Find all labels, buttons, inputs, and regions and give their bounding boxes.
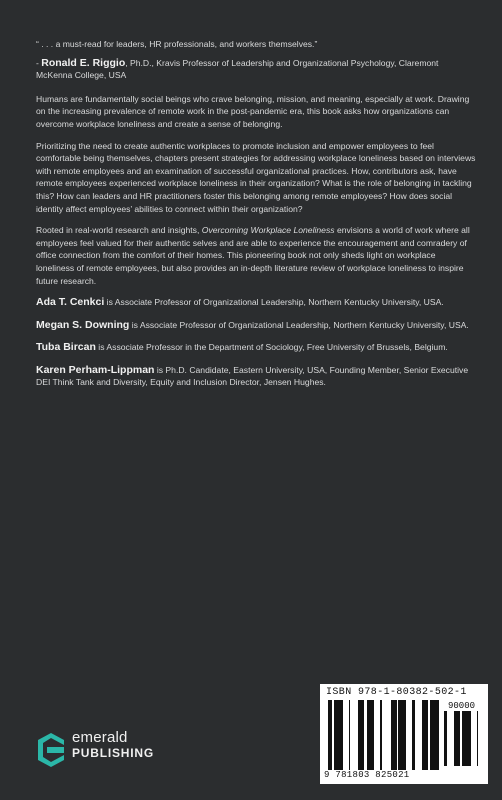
author-bio (36, 319, 476, 332)
blurb-paragraph-2: Prioritizing the need to create authentic workplaces to promote inclusion and empower employees to feel comfortable being themselves, chapters present strategies for addressing workplace loneliness based on interviews with remote employees and an examination of successful organizational practices. How, contributors ask, have remote employees experienced workplace loneliness in their organization? What is the role of belonging in tackling this? How can leaders and HR practitioners foster this belonging among remote employees? How does social identity affect employees’ abilities to connect within their organization? (36, 140, 476, 214)
publisher-logo (36, 730, 196, 770)
author-name: Megan S. Downing (36, 318, 130, 331)
ean-digits: 9 781803 825021 (324, 770, 410, 780)
addon-barcode-icon (444, 711, 482, 766)
emerald-logo-icon (36, 732, 66, 768)
author-name: Ada T. Cenkci (36, 296, 105, 309)
endorsement-attribution (36, 57, 476, 82)
blurb-paragraph-3 (36, 224, 476, 287)
blurb-text: Rooted in real-world research and insights, (36, 225, 202, 236)
author-name: Tuba Bircan (36, 341, 96, 354)
endorser-affiliation: , Ph.D., Kravis Professor of Leadership and Organizational Psychology, Claremont McKenna College, USA (36, 57, 439, 81)
blurb-text: envisions a world of work where all employees feel valued for their authentic selves and are able to experience the encouragement and comradery of office connection from the comfort of their homes. This pioneering book not only sheds light on workplace loneliness of remote employees, but also provides an in-depth literature review of workplace loneliness to inspire future research. (36, 225, 470, 286)
author-bio (36, 296, 476, 309)
publisher-name (72, 730, 154, 760)
author-name: Karen Perham-Lippman (36, 363, 155, 376)
author-bio (36, 341, 476, 354)
isbn-label: ISBN 978-1-80382-502-1 (326, 687, 467, 698)
ean-barcode-icon (328, 700, 440, 770)
author-description: is Associate Professor of Organizational Leadership, Northern Kentucky University, USA. (129, 319, 469, 330)
author-bio (36, 364, 476, 389)
endorser-name: Ronald E. Riggio (41, 56, 126, 69)
author-description: is Associate Professor of Organizational Leadership, Northern Kentucky University, USA. (104, 297, 444, 308)
barcode-panel (320, 684, 488, 784)
endorsement-quote: “ . . . a must-read for leaders, HR professionals, and workers themselves.” (36, 39, 318, 49)
book-title: Overcoming Workplace Loneliness (201, 225, 335, 236)
attribution-dash: - (36, 57, 42, 68)
price-code: 90000 (448, 701, 476, 711)
publisher-line-2: PUBLISHING (72, 746, 155, 760)
publisher-line-1: emerald (72, 729, 128, 746)
author-description: is Associate Professor in the Department of Sociology, Free University of Brussels, Belgium. (95, 342, 448, 353)
author-description: is Ph.D. Candidate, Eastern University, USA, Founding Member, Senior Executive DEI Think Tank and Diversity, Equity and Inclusion Director, Jensen Hughes. (36, 364, 469, 388)
back-cover-text (36, 38, 476, 399)
blurb-paragraph-1: Humans are fundamentally social beings who crave belonging, mission, and meaning, especially at work. Drawing on the increasing prevalence of remote work in the post-pandemic era, this book asks how organizations can overcome workplace loneliness and create a sense of belonging. (36, 93, 470, 129)
